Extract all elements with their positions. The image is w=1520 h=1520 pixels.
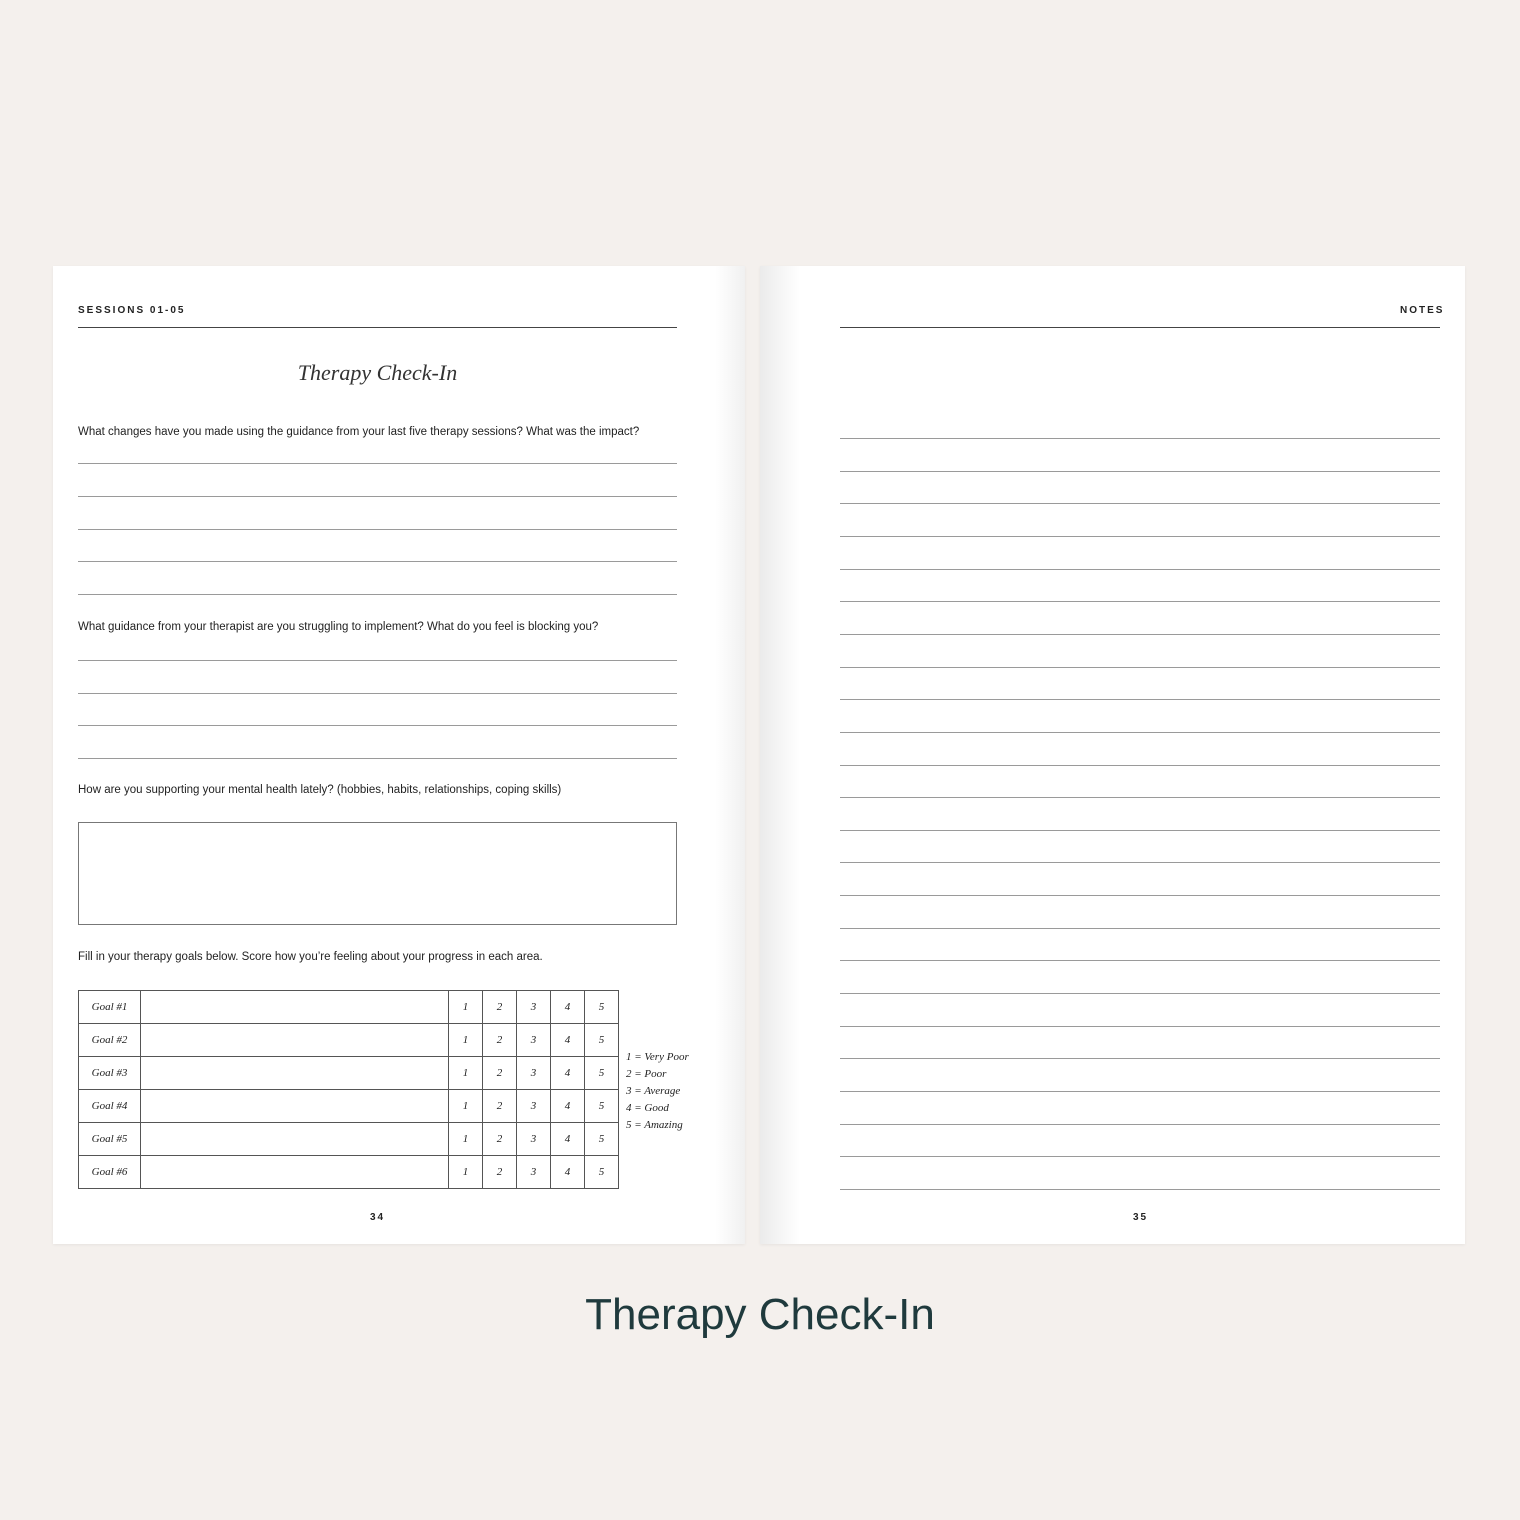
notes-line[interactable]	[840, 732, 1440, 733]
score-option[interactable]: 5	[585, 1123, 619, 1156]
score-option[interactable]: 2	[483, 1090, 517, 1123]
goal-label: Goal #5	[79, 1123, 141, 1156]
header-rule	[78, 327, 677, 328]
legend-item: 3 = Average	[626, 1085, 681, 1097]
caption: Therapy Check-In	[585, 1290, 935, 1339]
legend-item: 1 = Very Poor	[626, 1051, 689, 1063]
goal-input-cell[interactable]	[141, 1090, 449, 1123]
score-option[interactable]: 3	[517, 991, 551, 1024]
score-option[interactable]: 3	[517, 1123, 551, 1156]
score-option[interactable]: 1	[449, 1123, 483, 1156]
goal-input-cell[interactable]	[141, 1123, 449, 1156]
writing-line[interactable]	[78, 758, 677, 759]
notes-line[interactable]	[840, 862, 1440, 863]
score-option[interactable]: 5	[585, 1090, 619, 1123]
page-number-right: 35	[1133, 1212, 1149, 1223]
goal-label: Goal #2	[79, 1024, 141, 1057]
notes-line[interactable]	[840, 928, 1440, 929]
legend-item: 4 = Good	[626, 1102, 669, 1114]
score-option[interactable]: 5	[585, 1057, 619, 1090]
goal-input-cell[interactable]	[141, 1057, 449, 1090]
prompt-struggling: What guidance from your therapist are you struggling to implement? What do you feel is blocking you?	[78, 621, 599, 633]
notes-line[interactable]	[840, 667, 1440, 668]
writing-line[interactable]	[78, 529, 677, 530]
notes-line[interactable]	[840, 797, 1440, 798]
score-option[interactable]: 4	[551, 1156, 585, 1189]
gutter-shadow	[760, 266, 800, 1244]
score-option[interactable]: 1	[449, 1090, 483, 1123]
goal-row	[79, 1057, 619, 1090]
score-option[interactable]: 1	[449, 991, 483, 1024]
notes-line[interactable]	[840, 438, 1440, 439]
page-number-left: 34	[370, 1212, 386, 1223]
score-option[interactable]: 2	[483, 991, 517, 1024]
goal-row	[79, 1024, 619, 1057]
notes-line[interactable]	[840, 895, 1440, 896]
goals-table	[78, 990, 619, 1189]
score-option[interactable]: 3	[517, 1156, 551, 1189]
notes-line[interactable]	[840, 569, 1440, 570]
notes-line[interactable]	[840, 1189, 1440, 1190]
notes-line[interactable]	[840, 699, 1440, 700]
notes-header: NOTES	[1400, 305, 1445, 316]
writing-line[interactable]	[78, 594, 677, 595]
goal-label: Goal #6	[79, 1156, 141, 1189]
score-legend	[626, 1049, 689, 1134]
notes-line[interactable]	[840, 601, 1440, 602]
legend-item: 5 = Amazing	[626, 1119, 683, 1131]
goal-row	[79, 991, 619, 1024]
notes-line[interactable]	[840, 830, 1440, 831]
score-option[interactable]: 2	[483, 1123, 517, 1156]
notes-line[interactable]	[840, 536, 1440, 537]
writing-line[interactable]	[78, 725, 677, 726]
prompt-changes: What changes have you made using the guidance from your last five therapy sessions? What was the impact?	[78, 426, 640, 438]
score-option[interactable]: 4	[551, 991, 585, 1024]
goal-label: Goal #1	[79, 991, 141, 1024]
mental-health-answer-box[interactable]	[78, 822, 677, 925]
goal-row	[79, 1123, 619, 1156]
score-option[interactable]: 3	[517, 1057, 551, 1090]
score-option[interactable]: 1	[449, 1057, 483, 1090]
score-option[interactable]: 5	[585, 991, 619, 1024]
score-option[interactable]: 2	[483, 1156, 517, 1189]
score-option[interactable]: 4	[551, 1090, 585, 1123]
prompt-mental-health: How are you supporting your mental health lately? (hobbies, habits, relationships, coping skills)	[78, 784, 562, 796]
notes-line[interactable]	[840, 471, 1440, 472]
writing-line[interactable]	[78, 463, 677, 464]
goal-label: Goal #3	[79, 1057, 141, 1090]
notes-line[interactable]	[840, 960, 1440, 961]
score-option[interactable]: 2	[483, 1057, 517, 1090]
score-option[interactable]: 4	[551, 1057, 585, 1090]
score-option[interactable]: 1	[449, 1156, 483, 1189]
goal-input-cell[interactable]	[141, 1156, 449, 1189]
goal-label: Goal #4	[79, 1090, 141, 1123]
prompt-goals: Fill in your therapy goals below. Score how you’re feeling about your progress in each area.	[78, 951, 543, 963]
score-option[interactable]: 3	[517, 1024, 551, 1057]
goal-row	[79, 1156, 619, 1189]
right-page	[760, 266, 1465, 1244]
score-option[interactable]: 4	[551, 1123, 585, 1156]
goal-input-cell[interactable]	[141, 1024, 449, 1057]
score-option[interactable]: 5	[585, 1156, 619, 1189]
notes-line[interactable]	[840, 1124, 1440, 1125]
score-option[interactable]: 3	[517, 1090, 551, 1123]
writing-line[interactable]	[78, 660, 677, 661]
writing-line[interactable]	[78, 496, 677, 497]
goal-row	[79, 1090, 619, 1123]
section-header: SESSIONS 01-05	[78, 305, 186, 316]
gutter-shadow	[715, 266, 745, 1244]
notes-line[interactable]	[840, 1156, 1440, 1157]
legend-item: 2 = Poor	[626, 1068, 667, 1080]
notes-line[interactable]	[840, 1026, 1440, 1027]
page-title: Therapy Check-In	[297, 360, 458, 385]
notes-line[interactable]	[840, 503, 1440, 504]
goal-input-cell[interactable]	[141, 991, 449, 1024]
writing-line[interactable]	[78, 693, 677, 694]
score-option[interactable]: 2	[483, 1024, 517, 1057]
score-option[interactable]: 4	[551, 1024, 585, 1057]
notes-line[interactable]	[840, 993, 1440, 994]
score-option[interactable]: 5	[585, 1024, 619, 1057]
header-rule	[840, 327, 1440, 328]
notes-line[interactable]	[840, 765, 1440, 766]
notes-line[interactable]	[840, 1091, 1440, 1092]
score-option[interactable]: 1	[449, 1024, 483, 1057]
writing-line[interactable]	[78, 561, 677, 562]
notes-line[interactable]	[840, 1058, 1440, 1059]
notes-line[interactable]	[840, 634, 1440, 635]
